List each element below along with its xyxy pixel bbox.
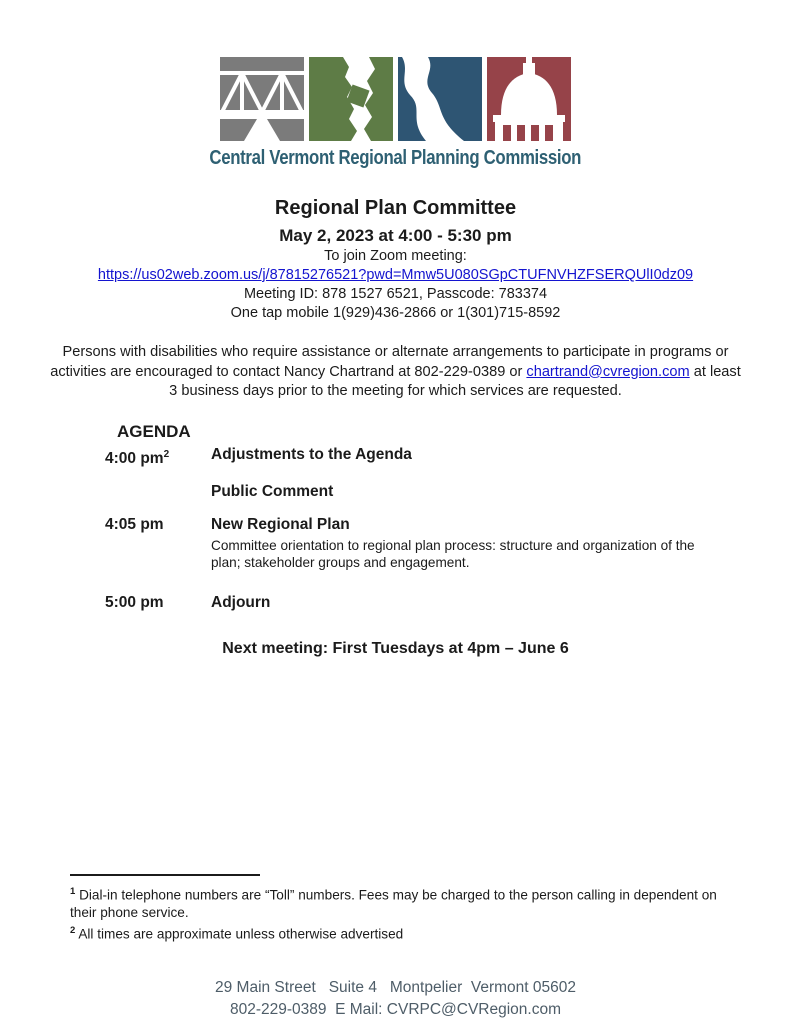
footer-address: 29 Main Street Suite 4 Montpelier Vermont 05602 (214, 979, 576, 996)
meeting-datetime: May 2, 2023 at 4:00 - 5:30 pm (279, 226, 512, 245)
agenda-item-title: New Regional Plan (211, 515, 350, 533)
meeting-id-line: Meeting ID: 878 1527 6521, Passcode: 783374 (243, 286, 548, 302)
accessibility-notice (46, 343, 746, 402)
notice-text-after-email: at least 3 business days prior to the meeting for which services are requested. (169, 363, 741, 400)
cvrpc-logo (0, 57, 791, 170)
agenda-item-title: Adjourn (211, 593, 271, 611)
one-tap-line: One tap mobile 1(929)436-2866 or 1(301)715-8592 (230, 305, 561, 321)
agenda-heading: AGENDA (117, 421, 191, 441)
document-footer (0, 977, 791, 1021)
footnote-separator (70, 874, 260, 876)
page-title: Regional Plan Committee (274, 197, 517, 219)
agenda-item-adjustments (105, 445, 791, 469)
logo-wordmark: Central Vermont Regional Planning Commission (209, 147, 582, 169)
footnote-times: $^2$ All times are approximate unless otherwise advertised (70, 925, 404, 942)
agenda-item-title: Public Comment (211, 482, 334, 500)
capitol-dome-icon (487, 57, 571, 141)
join-zoom-label: To join Zoom meeting: (324, 248, 467, 264)
agenda-item-public-comment (105, 482, 791, 502)
agenda-time: 5:00 pm (105, 593, 164, 611)
notice-text-before-email: Persons with disabilities who require assistance or alternate arrangements to participate in programs or activities are encouraged to contact Nancy Chartrand at 802-229-0389 or (50, 344, 729, 380)
email-link[interactable]: chartrand@cvregion.com (526, 363, 690, 380)
footnote-dial-in: $^1$ Dial-in telephone numbers are “Toll” numbers. Fees may be charged to the person calling in dependent on their phone service. (70, 885, 717, 921)
agenda-item-adjourn (105, 593, 791, 613)
agenda-item-description: Committee orientation to regional plan process: structure and organization of the plan; stakeholder groups and engagement. (211, 537, 695, 570)
logo-tiles (0, 57, 791, 141)
next-meeting-note: Next meeting: First Tuesdays at 4pm – June 6 (222, 639, 569, 657)
vermont-state-icon (309, 57, 393, 141)
agenda-time: 4:00 $pm^2$ (105, 448, 170, 467)
agenda-time: 4:05 pm (105, 515, 164, 533)
footnote-marker: 2 (70, 925, 76, 937)
footer-contact: 802-229-0389 E Mail: CVRPC@CVRegion.com (229, 1001, 562, 1018)
bridge-icon (220, 57, 304, 141)
agenda-item-new-regional-plan (105, 515, 791, 571)
agenda-section (105, 422, 791, 613)
agenda-item-title: Adjustments to the Agenda (211, 445, 412, 463)
agenda-time (105, 482, 211, 502)
river-icon (398, 57, 482, 141)
zoom-meeting-link[interactable]: https://us02web.zoom.us/j/87815276521?pwd=Mmw5U080SGpCTUFNVHZFSERQUlI0dz09 (97, 267, 694, 283)
time-footnote-marker: 2 (163, 448, 170, 460)
footnotes-section (70, 874, 740, 944)
footnote-marker: 1 (70, 885, 76, 897)
